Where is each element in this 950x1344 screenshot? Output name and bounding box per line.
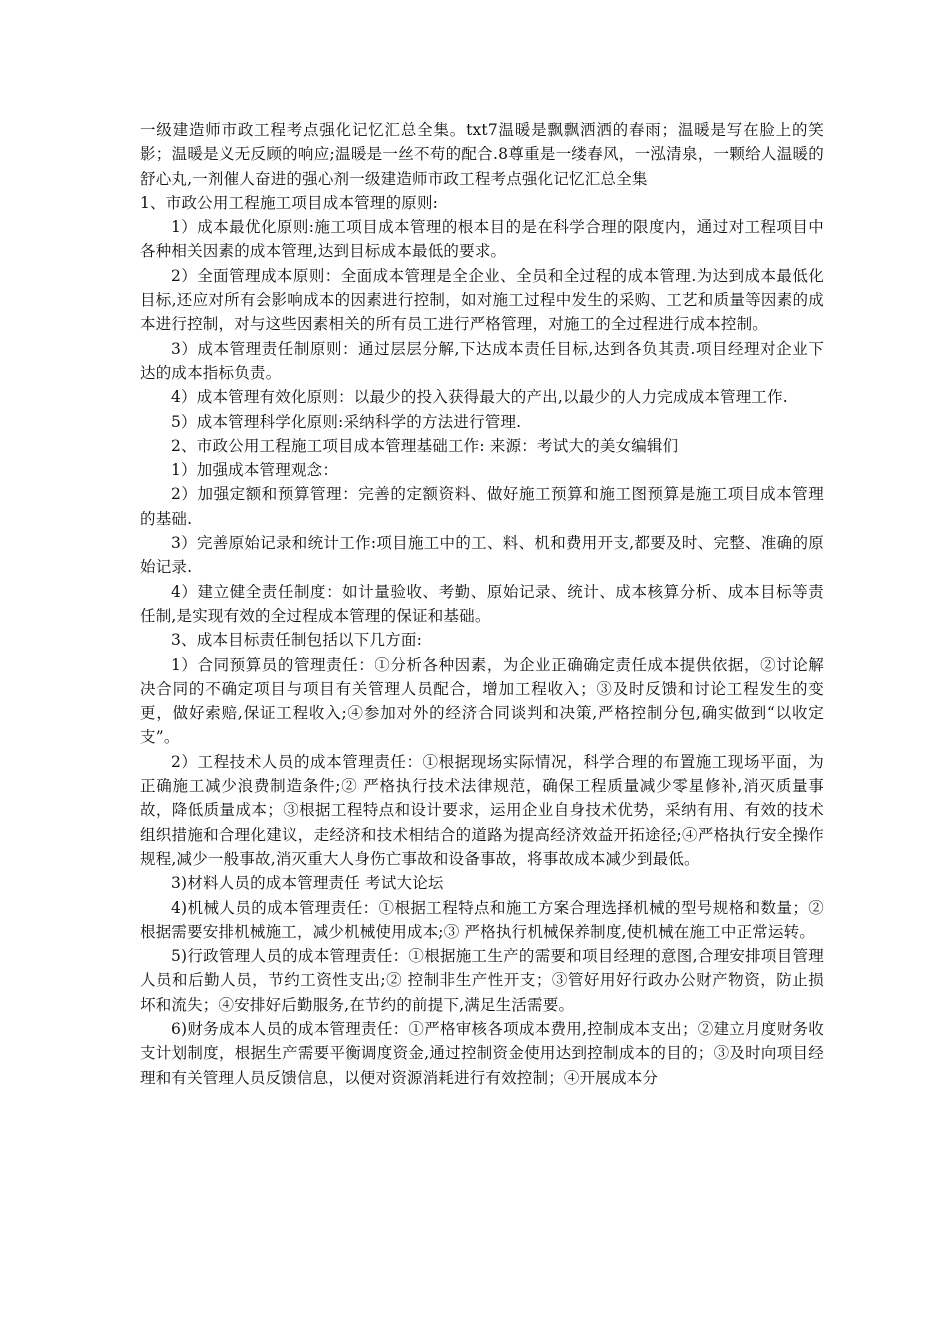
section-3-item-4: 4)机械人员的成本管理责任：①根据工程特点和施工方案合理选择机械的型号规格和数量；②根据需要安排机械施工，减少机械使用成本;③ 严格执行机械保养制度,使机械在施工中正常运转。: [140, 898, 824, 941]
section-3-item-3: 3)材料人员的成本管理责任 考试大论坛: [171, 874, 444, 893]
section-3-item-6: 6)财务成本人员的成本管理责任：①严格审核各项成本费用,控制成本支出；②建立月度财务收支计划制度，根据生产需要平衡调度资金,通过控制资金使用达到控制成本的目的；③及时向项目经理和有关管理人员反馈信息，以便对资源消耗进行有效控制；④开展成本分: [140, 1019, 824, 1087]
intro-paragraph: 一级建造师市政工程考点强化记忆汇总全集。txt7温暖是飘飘洒洒的春雨；温暖是写在脸上的笑影；温暖是义无反顾的响应;温暖是一丝不苟的配合.8尊重是一缕春风，一泓清泉，一颗给人温暖的舒心丸,一剂催人奋进的强心剂一级建造师市政工程考点强化记忆汇总全集: [140, 121, 824, 188]
section-1-item-1: 1）成本最优化原则:施工项目成本管理的根本目的是在科学合理的限度内，通过对工程项目中各种相关因素的成本管理,达到目标成本最低的要求。: [140, 218, 824, 261]
section-2-item-3: 3）完善原始记录和统计工作:项目施工中的工、料、机和费用开支,都要及时、完整、准确的原始记录.: [140, 534, 824, 577]
section-3-heading: 3、成本目标责任制包括以下几方面:: [171, 631, 422, 650]
section-3-item-5: 5)行政管理人员的成本管理责任：①根据施工生产的需要和项目经理的意图,合理安排项目管理人员和后勤人员，节约工资性支出;② 控制非生产性开支；③管好用好行政办公财产物资，防止损坏和流失；④安排好后勤服务,在节约的前提下,满足生活需要。: [140, 947, 824, 1014]
section-1-item-5: 5）成本管理科学化原则:采纳科学的方法进行管理.: [171, 412, 522, 431]
section-2-heading: 2、市政公用工程施工项目成本管理基础工作: 来源：考试大的美女编辑们: [171, 436, 679, 455]
section-1-item-2: 2）全面管理成本原则：全面成本管理是全企业、全员和全过程的成本管理.为达到成本最低化目标,还应对所有会影响成本的因素进行控制，如对施工过程中发生的采购、工艺和质量等因素的成本进行控制，对与这些因素相关的所有员工进行严格管理，对施工的全过程进行成本控制。: [140, 266, 824, 334]
section-1-item-3: 3）成本管理责任制原则：通过层层分解,下达成本责任目标,达到各负其责.项目经理对企业下达的成本指标负责。: [140, 339, 824, 382]
section-2-item-4: 4）建立健全责任制度：如计量验收、考勤、原始记录、统计、成本核算分析、成本目标等责任制,是实现有效的全过程成本管理的保证和基础。: [140, 582, 824, 625]
section-1-heading: 1、市政公用工程施工项目成本管理的原则:: [140, 193, 439, 212]
section-3-item-2: 2）工程技术人员的成本管理责任：①根据现场实际情况，科学合理的布置施工现场平面，为正确施工减少浪费制造条件;② 严格执行技术法律规范，确保工程质量减少零星修补,消灭质量事故，降低质量成本；③根据工程特点和设计要求，运用企业自身技术优势，采纳有用、有效的技术组织措施和合理化建议，走经济和技术相结合的道路为提高经济效益开拓途径;④严格执行安全操作规程,减少一般事故,消灭重大人身伤亡事故和设备事故，将事故成本减少到最低。: [140, 752, 824, 868]
section-1-item-4: 4）成本管理有效化原则：以最少的投入获得最大的产出,以最少的人力完成成本管理工作.: [171, 388, 788, 407]
section-3-item-1: 1）合同预算员的管理责任：①分析各种因素，为企业正确确定责任成本提供依据，②讨论解决合同的不确定项目与项目有关管理人员配合，增加工程收入；③及时反馈和讨论工程发生的变更，做好索赔,保证工程收入;④参加对外的经济合同谈判和决策,严格控制分包,确实做到“以收定支”。: [140, 655, 824, 747]
section-2-item-2: 2）加强定额和预算管理：完善的定额资料、做好施工预算和施工图预算是施工项目成本管理的基础.: [140, 485, 824, 528]
document-body: [140, 118, 824, 1090]
section-2-item-1: 1）加强成本管理观念：: [171, 461, 339, 480]
